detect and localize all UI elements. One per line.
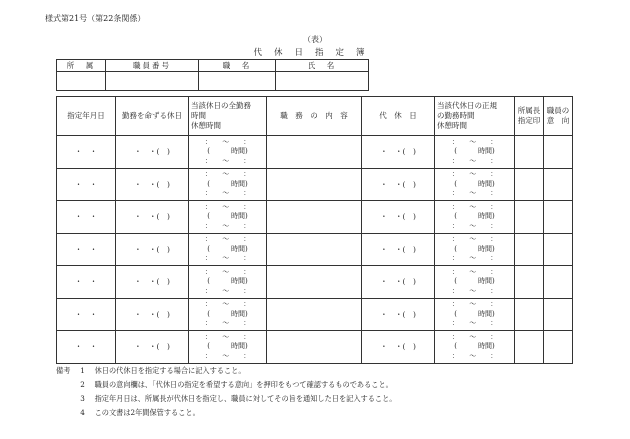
header-intent-line1: 職員の bbox=[546, 106, 570, 115]
work-hours-start: ： 〜 ： bbox=[204, 170, 251, 178]
header-employee-intent bbox=[544, 97, 573, 136]
note-text: 休日の代休日を指定する場合に記入すること。 bbox=[94, 366, 246, 375]
note-number: 2 bbox=[80, 380, 85, 389]
employee-info-table bbox=[56, 59, 369, 91]
compensatory-day-cell[interactable]: ・ ・( ) bbox=[362, 136, 435, 169]
compensatory-day-cell[interactable]: ・ ・( ) bbox=[362, 168, 435, 201]
header-job-title: 職 名 bbox=[199, 60, 276, 72]
table-row bbox=[57, 168, 573, 201]
header-work-hours-line1: 当該休日の全勤務 bbox=[191, 101, 251, 110]
employee-intent-cell[interactable] bbox=[544, 136, 573, 169]
front-side-label: （表） bbox=[303, 35, 327, 44]
work-hours-start: ： 〜 ： bbox=[204, 267, 251, 276]
duty-content-cell[interactable] bbox=[267, 233, 362, 266]
employee-intent-cell[interactable] bbox=[544, 298, 573, 331]
name-field[interactable] bbox=[276, 72, 369, 91]
work-hours-break: ： 〜 ： bbox=[204, 189, 251, 197]
work-hours-start: ： 〜 ： bbox=[204, 300, 251, 308]
holiday-worked-cell[interactable]: ・ ・( ) bbox=[116, 266, 189, 299]
work-hours-duration: ( 時間) bbox=[207, 277, 248, 285]
header-seal-line2: 指定印 bbox=[517, 116, 541, 125]
regular-hours-start: ： 〜 ： bbox=[451, 235, 498, 243]
regular-hours-cell[interactable] bbox=[435, 233, 515, 266]
table-row bbox=[57, 298, 573, 331]
page-title: 代休日指定簿 bbox=[253, 48, 377, 58]
regular-hours-start: ： 〜 ： bbox=[451, 137, 498, 146]
employee-intent-cell[interactable] bbox=[544, 331, 573, 364]
compensatory-day-cell[interactable]: ・ ・( ) bbox=[362, 233, 435, 266]
regular-hours-cell[interactable] bbox=[435, 136, 515, 169]
work-hours-cell[interactable] bbox=[189, 298, 267, 331]
header-employee-number: 職員番号 bbox=[106, 60, 199, 72]
work-hours-duration: ( 時間) bbox=[207, 212, 248, 220]
regular-hours-break: ： 〜 ： bbox=[451, 286, 498, 295]
holiday-worked-cell[interactable]: ・ ・( ) bbox=[116, 136, 189, 169]
employee-intent-cell[interactable] bbox=[544, 168, 573, 201]
work-hours-duration: ( 時間) bbox=[207, 244, 248, 253]
work-hours-cell[interactable] bbox=[189, 136, 267, 169]
work-hours-duration: ( 時間) bbox=[207, 309, 248, 318]
regular-hours-start: ： 〜 ： bbox=[451, 300, 498, 308]
work-hours-break: ： 〜 ： bbox=[204, 254, 251, 262]
compensatory-day-cell[interactable]: ・ ・( ) bbox=[362, 331, 435, 364]
duty-content-cell[interactable] bbox=[267, 168, 362, 201]
work-hours-duration: ( 時間) bbox=[207, 179, 248, 188]
work-hours-break: ： 〜 ： bbox=[204, 351, 251, 360]
designation-date-cell[interactable]: ・ ・ bbox=[57, 266, 116, 299]
compensatory-day-cell[interactable]: ・ ・( ) bbox=[362, 201, 435, 234]
compensatory-day-cell[interactable]: ・ ・( ) bbox=[362, 298, 435, 331]
employee-intent-cell[interactable] bbox=[544, 266, 573, 299]
header-supervisor-seal bbox=[515, 97, 544, 136]
header-regular-hours bbox=[435, 97, 515, 136]
note-item bbox=[56, 406, 396, 420]
work-hours-start: ： 〜 ： bbox=[204, 137, 251, 146]
regular-hours-start: ： 〜 ： bbox=[451, 332, 498, 341]
supervisor-seal-cell[interactable] bbox=[515, 233, 544, 266]
regular-hours-break: ： 〜 ： bbox=[451, 254, 498, 262]
regular-hours-start: ： 〜 ： bbox=[451, 267, 498, 276]
note-item bbox=[56, 364, 396, 378]
table-row bbox=[57, 201, 573, 234]
holiday-worked-cell[interactable]: ・ ・( ) bbox=[116, 331, 189, 364]
regular-hours-duration: ( 時間) bbox=[454, 244, 495, 253]
regular-hours-break: ： 〜 ： bbox=[451, 156, 498, 165]
supervisor-seal-cell[interactable] bbox=[515, 168, 544, 201]
note-item bbox=[56, 378, 396, 392]
compensatory-holiday-table bbox=[56, 96, 573, 364]
designation-date-cell[interactable]: ・ ・ bbox=[57, 201, 116, 234]
holiday-worked-cell[interactable]: ・ ・( ) bbox=[116, 201, 189, 234]
employee-intent-cell[interactable] bbox=[544, 233, 573, 266]
designation-date-cell[interactable]: ・ ・ bbox=[57, 298, 116, 331]
supervisor-seal-cell[interactable] bbox=[515, 201, 544, 234]
work-hours-cell[interactable] bbox=[189, 201, 267, 234]
regular-hours-cell[interactable] bbox=[435, 168, 515, 201]
duty-content-cell[interactable] bbox=[267, 201, 362, 234]
table-row bbox=[57, 233, 573, 266]
regular-hours-start: ： 〜 ： bbox=[451, 202, 498, 211]
regular-hours-break: ： 〜 ： bbox=[451, 189, 498, 197]
employee-number-field[interactable] bbox=[106, 72, 199, 91]
note-item bbox=[56, 392, 396, 406]
compensatory-day-cell[interactable]: ・ ・( ) bbox=[362, 266, 435, 299]
header-work-hours bbox=[189, 97, 267, 136]
designation-date-cell[interactable]: ・ ・ bbox=[57, 331, 116, 364]
note-number: 3 bbox=[80, 394, 85, 403]
work-hours-break: ： 〜 ： bbox=[204, 156, 251, 165]
header-work-hours-line3: 休憩時間 bbox=[191, 121, 221, 130]
note-number: 1 bbox=[80, 366, 85, 375]
note-text: この文書は2年間保管すること。 bbox=[94, 408, 200, 417]
regular-hours-duration: ( 時間) bbox=[454, 179, 495, 188]
regular-hours-break: ： 〜 ： bbox=[451, 351, 498, 360]
header-compensatory-day: 代 休 日 bbox=[362, 97, 435, 136]
regular-hours-break: ： 〜 ： bbox=[451, 319, 498, 327]
department-field[interactable] bbox=[57, 72, 106, 91]
work-hours-start: ： 〜 ： bbox=[204, 332, 251, 341]
supervisor-seal-cell[interactable] bbox=[515, 136, 544, 169]
header-regular-hours-line2: の勤務時間 bbox=[437, 111, 475, 120]
work-hours-start: ： 〜 ： bbox=[204, 202, 251, 211]
supervisor-seal-cell[interactable] bbox=[515, 266, 544, 299]
work-hours-break: ： 〜 ： bbox=[204, 286, 251, 295]
note-number: 4 bbox=[80, 408, 85, 417]
regular-hours-duration: ( 時間) bbox=[454, 147, 495, 155]
work-hours-cell[interactable] bbox=[189, 331, 267, 364]
work-hours-start: ： 〜 ： bbox=[204, 235, 251, 243]
regular-hours-start: ： 〜 ： bbox=[451, 170, 498, 178]
work-hours-cell[interactable] bbox=[189, 168, 267, 201]
header-name: 氏 名 bbox=[276, 60, 369, 72]
supervisor-seal-cell[interactable] bbox=[515, 331, 544, 364]
regular-hours-cell[interactable] bbox=[435, 266, 515, 299]
holiday-worked-cell[interactable]: ・ ・( ) bbox=[116, 298, 189, 331]
work-hours-break: ： 〜 ： bbox=[204, 221, 251, 230]
employee-intent-cell[interactable] bbox=[544, 201, 573, 234]
regular-hours-duration: ( 時間) bbox=[454, 309, 495, 318]
duty-content-cell[interactable] bbox=[267, 331, 362, 364]
header-intent-line2: 意 向 bbox=[546, 116, 570, 125]
header-work-hours-line2: 時間 bbox=[191, 111, 206, 120]
regular-hours-duration: ( 時間) bbox=[454, 212, 495, 220]
duty-content-cell[interactable] bbox=[267, 136, 362, 169]
note-text: 指定年月日は、所属長が代休日を指定し、職員に対してその旨を通知した日を記入すること。 bbox=[94, 394, 397, 403]
header-holiday-worked: 勤務を命ずる休日 bbox=[116, 97, 189, 136]
note-text: 職員の意向欄は、「代休日の指定を希望する意向」を押印をもつて確認するものであること。 bbox=[94, 380, 393, 389]
header-designation-date: 指定年月日 bbox=[57, 97, 116, 136]
header-regular-hours-line3: 休憩時間 bbox=[437, 121, 467, 130]
designation-date-cell[interactable]: ・ ・ bbox=[57, 233, 116, 266]
regular-hours-break: ： 〜 ： bbox=[451, 221, 498, 230]
form-number: 様式第21号（第22条関係） bbox=[45, 14, 146, 23]
work-hours-duration: ( 時間) bbox=[207, 147, 248, 155]
work-hours-cell[interactable] bbox=[189, 266, 267, 299]
designation-date-cell[interactable]: ・ ・ bbox=[57, 168, 116, 201]
table-row bbox=[57, 136, 573, 169]
work-hours-break: ： 〜 ： bbox=[204, 319, 251, 327]
work-hours-cell[interactable] bbox=[189, 233, 267, 266]
table-row bbox=[57, 331, 573, 364]
supervisor-seal-cell[interactable] bbox=[515, 298, 544, 331]
regular-hours-duration: ( 時間) bbox=[454, 277, 495, 285]
header-duty-content: 職 務 の 内 容 bbox=[267, 97, 362, 136]
holiday-worked-cell[interactable]: ・ ・( ) bbox=[116, 233, 189, 266]
notes-label: 備考 bbox=[56, 366, 71, 375]
regular-hours-cell[interactable] bbox=[435, 331, 515, 364]
work-hours-duration: ( 時間) bbox=[207, 342, 248, 350]
regular-hours-cell[interactable] bbox=[435, 201, 515, 234]
designation-date-cell[interactable]: ・ ・ bbox=[57, 136, 116, 169]
duty-content-cell[interactable] bbox=[267, 298, 362, 331]
table-row bbox=[57, 266, 573, 299]
regular-hours-cell[interactable] bbox=[435, 298, 515, 331]
notes bbox=[56, 364, 396, 420]
job-title-field[interactable] bbox=[199, 72, 276, 91]
duty-content-cell[interactable] bbox=[267, 266, 362, 299]
regular-hours-duration: ( 時間) bbox=[454, 342, 495, 350]
header-regular-hours-line1: 当該代休日の正規 bbox=[437, 101, 497, 110]
holiday-worked-cell[interactable]: ・ ・( ) bbox=[116, 168, 189, 201]
header-department: 所 属 bbox=[57, 60, 106, 72]
header-seal-line1: 所属長 bbox=[517, 106, 541, 115]
